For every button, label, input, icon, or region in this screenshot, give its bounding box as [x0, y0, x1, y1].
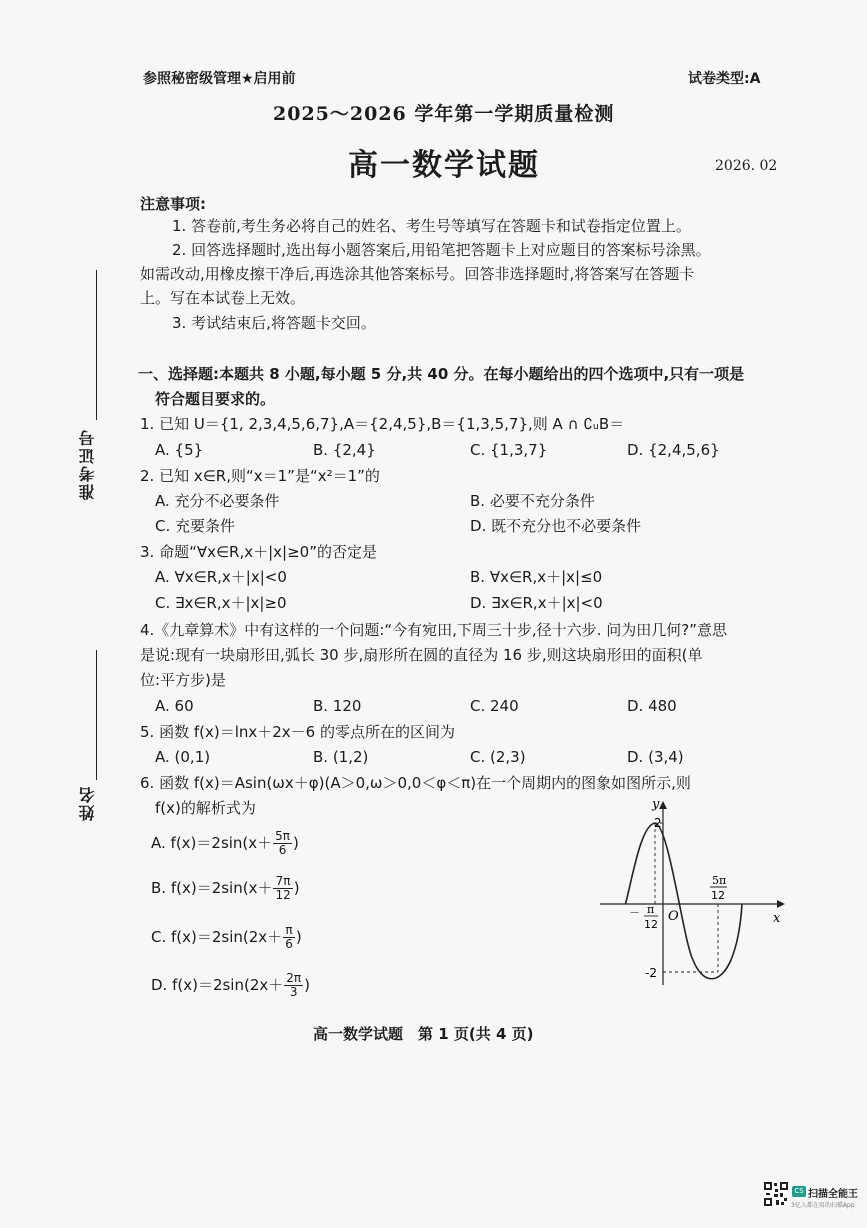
- exam-id-line: [96, 270, 97, 420]
- q4-stem-cont: 是说:现有一块扇形田,弧长 30 步,扇形所在圆的直径为 16 步,则这块扇形田的面积(单: [140, 646, 703, 664]
- paper-type: 试卷类型:A: [688, 71, 761, 87]
- x-axis-arrow: [777, 900, 785, 908]
- session-title: 2025～2026 学年第一学期质量检测: [273, 103, 615, 125]
- q2-option-c: C. 充要条件: [155, 517, 236, 535]
- notice-item-3: 3. 考试结束后,将答题卡交回。: [172, 314, 376, 332]
- right-tick-den: 12: [711, 889, 725, 902]
- name-line: [96, 650, 97, 780]
- scanner-tagline: 3亿人都在用的扫描App: [791, 1202, 855, 1209]
- right-tick-num: 5π: [712, 874, 727, 887]
- q4-stem: 4.《九章算术》中有这样的一个问题:“今有宛田,下周三十步,径十六步. 问为田几何?”意思: [140, 621, 727, 639]
- q2-option-d: D. 既不充分也不必要条件: [470, 517, 642, 535]
- left-tick-sign: －: [629, 906, 640, 919]
- y-axis-label: y: [652, 797, 660, 812]
- camscanner-logo-icon: CS: [792, 1186, 806, 1197]
- left-tick-num: π: [647, 903, 655, 916]
- notice-item-2: 2. 回答选择题时,选出每小题答案后,用铅笔把答题卡上对应题目的答案标号涂黑。: [172, 241, 711, 259]
- max-value-label: 2: [654, 816, 662, 830]
- name-label: 姓名: [78, 785, 97, 821]
- secret-notice: 参照秘密级管理★启用前: [143, 71, 296, 87]
- q3-option-a: A. ∀x∈R,x＋|x|<0: [155, 568, 287, 586]
- q6-stem: 6. 函数 f(x)＝Asin(ωx＋φ)(A＞0,ω＞0,0＜φ＜π)在一个周期内的图象如图所示,则: [140, 774, 691, 792]
- q2-option-b: B. 必要不充分条件: [470, 492, 595, 510]
- q4-stem-end: 位:平方步)是: [140, 671, 226, 689]
- q1-option-a: A. {5}: [155, 441, 204, 459]
- q3-stem: 3. 命题“∀x∈R,x＋|x|≥0”的否定是: [140, 543, 377, 561]
- page-footer: 高一数学试题 第 1 页(共 4 页): [313, 1025, 534, 1043]
- q1-option-d: D. {2,4,5,6}: [627, 441, 720, 459]
- q6-option-d: D. f(x)＝2sin(2x＋ $\frac{2\pi}{3}$ ): [151, 971, 310, 999]
- section-heading: 一、选择题:本题共 8 小题,每小题 5 分,共 40 分。在每小题给出的四个选项中,只有一项是: [138, 365, 745, 383]
- left-tick-den: 12: [644, 918, 658, 931]
- q6-option-c: C. f(x)＝2sin(2x＋ $\frac{\pi}{6}$ ): [151, 923, 302, 951]
- q4-option-b: B. 120: [313, 697, 362, 715]
- exam-date: 2026. 02: [715, 158, 778, 174]
- q1-stem: 1. 已知 U＝{1, 2,3,4,5,6,7},A＝{2,4,5},B＝{1,3,5,7},则 A ∩ ∁ᵤB＝: [140, 415, 625, 433]
- q6-option-a: A. f(x)＝2sin(x＋ $\frac{5\pi}{6}$ ): [151, 829, 299, 857]
- section-heading-cont: 符合题目要求的。: [155, 390, 276, 408]
- q5-option-c: C. (2,3): [470, 748, 526, 766]
- notice-item-2-end: 上。写在本试卷上无效。: [140, 289, 306, 307]
- y-axis-arrow: [659, 801, 667, 809]
- q4-option-c: C. 240: [470, 697, 519, 715]
- page-title: 高一数学试题: [348, 148, 540, 183]
- min-value-label: -2: [645, 966, 657, 980]
- q4-option-d: D. 480: [627, 697, 677, 715]
- exam-id-label: 准考证号: [78, 428, 97, 500]
- q5-option-d: D. (3,4): [627, 748, 684, 766]
- q2-option-a: A. 充分不必要条件: [155, 492, 280, 510]
- scanner-brand: 扫描全能王: [808, 1189, 858, 1200]
- q2-stem: 2. 已知 x∈R,则“x＝1”是“x²＝1”的: [140, 467, 380, 485]
- origin-label: O: [668, 909, 679, 924]
- notice-heading: 注意事项:: [140, 195, 206, 213]
- q4-option-a: A. 60: [155, 697, 194, 715]
- q3-option-d: D. ∃x∈R,x＋|x|<0: [470, 594, 603, 612]
- q6-sine-graph: [595, 795, 790, 990]
- q5-option-b: B. (1,2): [313, 748, 369, 766]
- q3-option-c: C. ∃x∈R,x＋|x|≥0: [155, 594, 287, 612]
- q5-stem: 5. 函数 f(x)＝lnx＋2x－6 的零点所在的区间为: [140, 723, 455, 741]
- x-axis-label: x: [773, 911, 781, 926]
- q1-option-c: C. {1,3,7}: [470, 441, 548, 459]
- notice-item-1: 1. 答卷前,考生务必将自己的姓名、考生号等填写在答题卡和试卷指定位置上。: [172, 217, 691, 235]
- q6-option-b: B. f(x)＝2sin(x＋ $\frac{7\pi}{12}$ ): [151, 874, 300, 902]
- qr-code-icon: [763, 1181, 789, 1207]
- q3-option-b: B. ∀x∈R,x＋|x|≤0: [470, 568, 603, 586]
- q5-option-a: A. (0,1): [155, 748, 211, 766]
- q1-option-b: B. {2,4}: [313, 441, 376, 459]
- q6-stem-cont: f(x)的解析式为: [155, 799, 256, 817]
- notice-item-2-cont: 如需改动,用橡皮擦干净后,再选涂其他答案标号。回答非选择题时,将答案写在答题卡: [140, 265, 695, 283]
